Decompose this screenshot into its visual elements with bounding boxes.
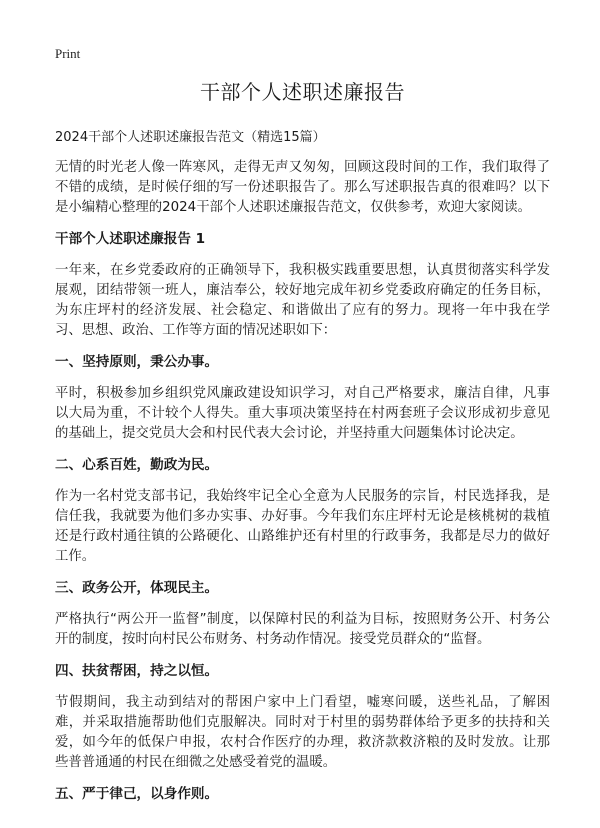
section-body-2: 作为一名村党支部书记，我始终牢记全心全意为人民服务的宗旨，村民选择我，是信任我，我就要为他们多办实事、办好事。今年我们东庄坪村无论是核桃树的栽植还是行政村通往镇的公路硬化、山路维护还有村里的行政事务，我都是尽力的做好工作。 (55, 489, 550, 564)
section-heading-5: 五、严于律己，以身作则。 (55, 786, 219, 802)
report-intro-paragraph: 一年来，在乡党委政府的正确领导下，我积极实践重要思想，认真贯彻落实科学发展观，团结带领一班人，廉洁奉公，较好地完成年初乡党委政府确定的任务目标，为东庄坪村的经济发展、社会稳定、和谐做出了应有的努力。现将一年中我在学习、思想、政治、工作等方面的情况述职如下： (55, 263, 550, 338)
section-body-1: 平时，积极参加乡组织党风廉政建设知识学习，对自己严格要求，廉洁自律，凡事以大局为重，不计较个人得失。重大事项决策坚持在村两套班子会议形成初步意见的基础上，提交党员大会和村民代表大会讨论，并坚持重大问题集体讨论决定。 (55, 386, 550, 441)
document-body (55, 78, 550, 816)
section-heading-1: 一、坚持原则，秉公办事。 (55, 354, 219, 370)
document-subtitle: 2024干部个人述职述廉报告范文（精选15篇） (55, 130, 326, 145)
section-body-4: 节假期间，我主动到结对的帮困户家中上门看望，嘘寒问暖，送些礼品，了解困难，并采取措施帮助他们克服解决。同时对于村里的弱势群体给予更多的扶持和关爱，如今年的低保户申报，农村合作医疗的办理，救济款救济粮的及时发放。让那些普普通通的村民在细微之处感受着党的温暖。 (55, 695, 550, 770)
intro-paragraph: 无情的时光老人像一阵寒风，走得无声又匆匆，回顾这段时间的工作，我们取得了不错的成绩，是时候仔细的写一份述职报告了。那么写述职报告真的很难吗？以下是小编精心整理的2024干部个人述职述廉报告范文，仅供参考，欢迎大家阅读。 (55, 160, 550, 215)
section-heading-2: 二、心系百姓，勤政为民。 (55, 457, 219, 473)
section-heading-4: 四、扶贫帮困，持之以恒。 (55, 663, 219, 679)
section-heading-3: 三、政务公开，体现民主。 (55, 580, 219, 596)
report-heading: 干部个人述职述廉报告 1 (55, 231, 206, 247)
print-link[interactable]: Print (55, 46, 81, 61)
section-body-3: 严格执行“两公开一监督”制度，以保障村民的利益为目标，按照财务公开、村务公开的制度，按时向村民公布财务、村务动作情况。接受党员群众的“监督。 (55, 612, 550, 647)
page-title: 干部个人述职述廉报告 (200, 80, 405, 104)
